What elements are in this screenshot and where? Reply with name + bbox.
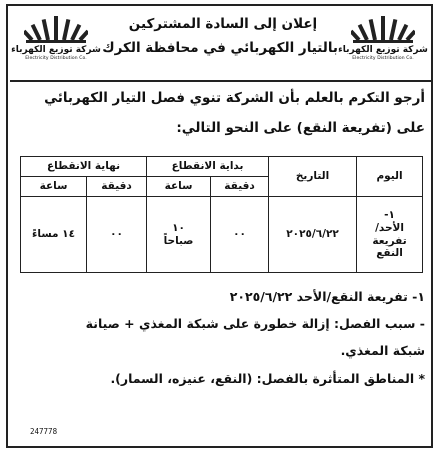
- row-end-minute-cell: ٠٠: [87, 197, 147, 273]
- outage-schedule-table: [20, 156, 423, 273]
- column-header-date: التاريخ: [269, 157, 357, 197]
- logo-company-name-en: Electricity Distribution Co.: [352, 56, 414, 61]
- announcement-title: إعلان إلى السادة المشتركين: [128, 16, 318, 32]
- end-minute-header: دقيقة: [87, 177, 147, 197]
- sunburst-logo-icon: [351, 14, 415, 44]
- detail-reason: - سبب الفصل: إزالة خطورة على شبكة المغذي + صيانة: [85, 316, 425, 331]
- row-date-cell: ٢٠٢٥/٦/٢٢: [269, 197, 357, 273]
- detail-branch-date: ١- تفريعة النقع/الأحد ٢٠٢٥/٦/٢٢: [229, 289, 425, 304]
- announcement-header: [8, 10, 433, 76]
- header-divider: [10, 80, 431, 82]
- row-start-hour-cell: ١٠ صباحاً: [147, 197, 211, 273]
- column-header-end: نهاية الانقطاع: [21, 157, 147, 177]
- table-row: [21, 197, 423, 273]
- logo-company-name-ar: شركة توزيع الكهرباء: [11, 45, 101, 55]
- start-minute-header: دقيقة: [211, 177, 269, 197]
- company-logo-left: [11, 14, 101, 70]
- company-logo-right: [338, 14, 428, 70]
- column-header-start: بداية الانقطاع: [147, 157, 269, 177]
- row-day-cell: ١- الأحد/ تفريعة النقع: [357, 197, 423, 273]
- intro-line-2: على (تفريعة النقع) على النحو التالي:: [176, 120, 425, 136]
- column-header-day: اليوم: [357, 157, 423, 197]
- sunburst-logo-icon: [24, 14, 88, 44]
- intro-line-1: أرجو التكرم بالعلم بأن الشركة تنوي فصل التيار الكهربائي: [44, 90, 425, 106]
- start-hour-header: ساعة: [147, 177, 211, 197]
- detail-affected-areas: * المناطق المتأثرة بالفصل: (النقع، عنيزه، السمار).: [110, 371, 425, 386]
- logo-company-name-ar: شركة توزيع الكهرباء: [338, 45, 428, 55]
- row-end-hour-cell: ١٤ مساءً: [21, 197, 87, 273]
- logo-company-name-en: Electricity Distribution Co.: [25, 56, 87, 61]
- ad-reference-number: 247778: [30, 427, 58, 436]
- announcement-subtitle: بالتيار الكهربائي في محافظة الكرك: [102, 40, 338, 56]
- end-hour-header: ساعة: [21, 177, 87, 197]
- detail-reason-cont: شبكة المغذي.: [340, 343, 425, 358]
- row-start-minute-cell: ٠٠: [211, 197, 269, 273]
